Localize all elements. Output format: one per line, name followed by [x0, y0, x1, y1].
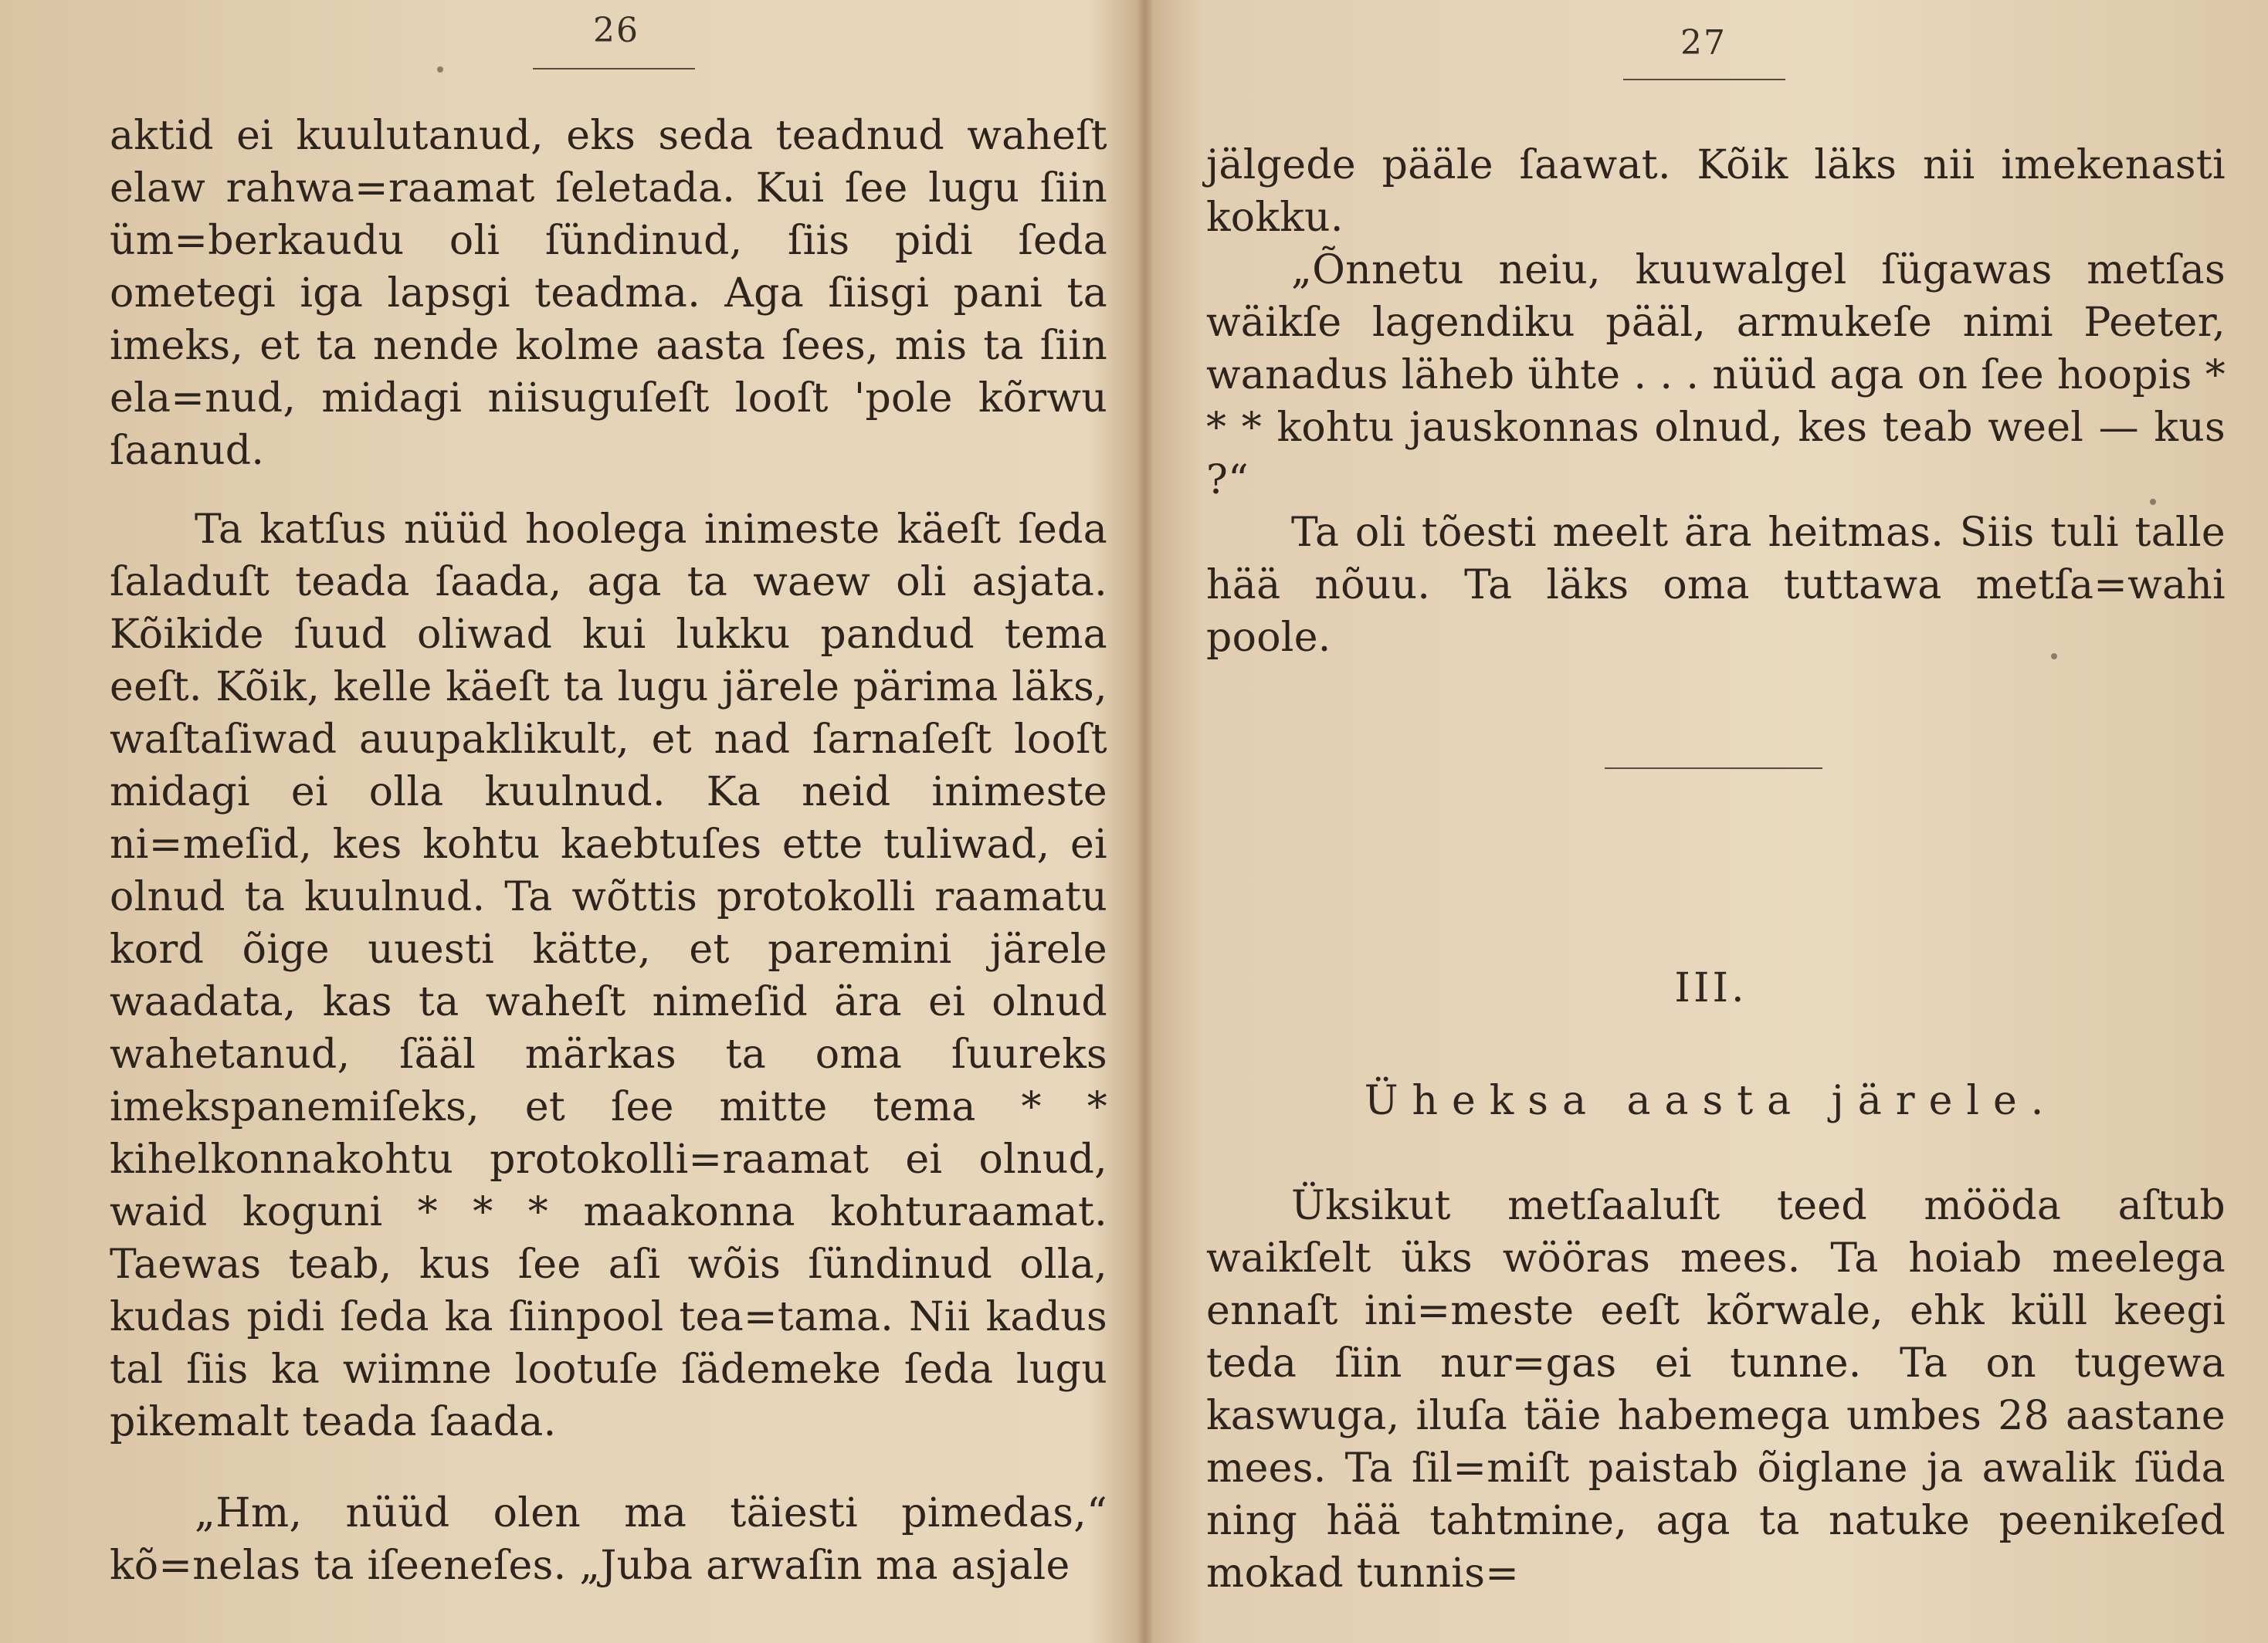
- section-text: [1206, 1180, 2226, 1600]
- right-page: [1154, 0, 2268, 1643]
- left-paragraph-1: aktid ei kuulutanud, eks seda teadnud waheſt elaw rahwa=raamat ſeletada. Kui ſee lugu ſiin üm=berkaudu oli ſündinud, ſiis pidi ſeda ometegi iga lapsgi teadma. Aga ſiisgi pani ta imeks, et ta nende kolme aasta ſees, mis ta ſiin ela=nud, midagi niisuguſeſt looſt 'pole kõrwu ſaanud.: [110, 113, 1107, 474]
- right-paragraph-2: „Õnnetu neiu, kuuwalgel ſügawas metſas wäikſe lagendiku pääl, armukeſe nimi Peeter, wanadus läheb ühte . . . nüüd aga on ſee hoopis * * * kohtu jauskonnas olnud, kes teab weel — kus ?“: [1206, 247, 2226, 503]
- section-title: Üheksa aasta järele.: [1364, 1078, 2058, 1124]
- page-number-left: 26: [593, 11, 639, 50]
- right-page-text: [1206, 139, 2226, 664]
- right-paragraph-3: Ta oli tõesti meelt ära heitmas. Siis tuli talle hää nõuu. Ta läks oma tuttawa metſa=wahi poole.: [1206, 510, 2226, 661]
- section-divider: [1605, 767, 1822, 769]
- book-gutter: [1137, 0, 1154, 1643]
- page-number-right: 27: [1680, 23, 1727, 63]
- section-paragraph-1: Üksikut metſaaluſt teed mööda aſtub waikſelt üks wööras mees. Ta hoiab meelega ennaſt ini=meste eeſt kõrwale, ehk küll keegi teda ſiin nur=gas ei tunne. Ta on tugewa kaswuga, iluſa täie habemega umbes 28 aastane mees. Ta ſil=miſt paistab õiglane ja awalik ſüda ning hää tahtmine, aga ta natuke peenikeſed mokad tunnis=: [1206, 1183, 2226, 1597]
- paper-speck: [2051, 653, 2057, 659]
- paper-speck: [2150, 499, 2156, 505]
- header-rule-right: [1623, 79, 1785, 80]
- paper-speck: [437, 66, 443, 73]
- header-rule-left: [533, 68, 695, 69]
- left-page-text: [110, 110, 1107, 1592]
- section-number: III.: [1674, 965, 1748, 1011]
- right-paragraph-1: jälgede pääle ſaawat. Kõik läks nii imekenasti kokku.: [1206, 142, 2226, 241]
- left-paragraph-3: „Hm, nüüd olen ma täiesti pimedas,“ kõ=nelas ta iſeeneſes. „Juba arwaſin ma asjale: [110, 1490, 1107, 1589]
- left-paragraph-2: Ta katſus nüüd hoolega inimeste käeſt ſeda ſaladuſt teada ſaada, aga ta waew oli asjata. Kõikide ſuud oliwad kui lukku pandud tema eeſt. Kõik, kelle käeſt ta lugu järele pärima läks, waſtaſiwad auupaklikult, et nad ſarnaſeſt looſt midagi ei olla kuulnud. Ka neid inimeste ni=meſid, kes kohtu kaebtuſes ette tuliwad, ei olnud ta kuulnud. Ta wõttis protokolli raamatu kord õige uuesti kätte, et paremini järele waadata, kas ta waheſt nimeſid ära ei olnud wahetanud, ſääl märkas ta oma ſuureks imekspanemiſeks, et ſee mitte tema * * kihelkonnakohtu protokolli=raamat ei olnud, waid koguni * * * maakonna kohturaamat. Taewas teab, kus ſee aſi wõis ſündinud olla, kudas pidi ſeda ka ſiinpool tea=tama. Nii kadus tal ſiis ka wiimne lootuſe ſädemeke ſeda lugu pikemalt teada ſaada.: [110, 506, 1107, 1445]
